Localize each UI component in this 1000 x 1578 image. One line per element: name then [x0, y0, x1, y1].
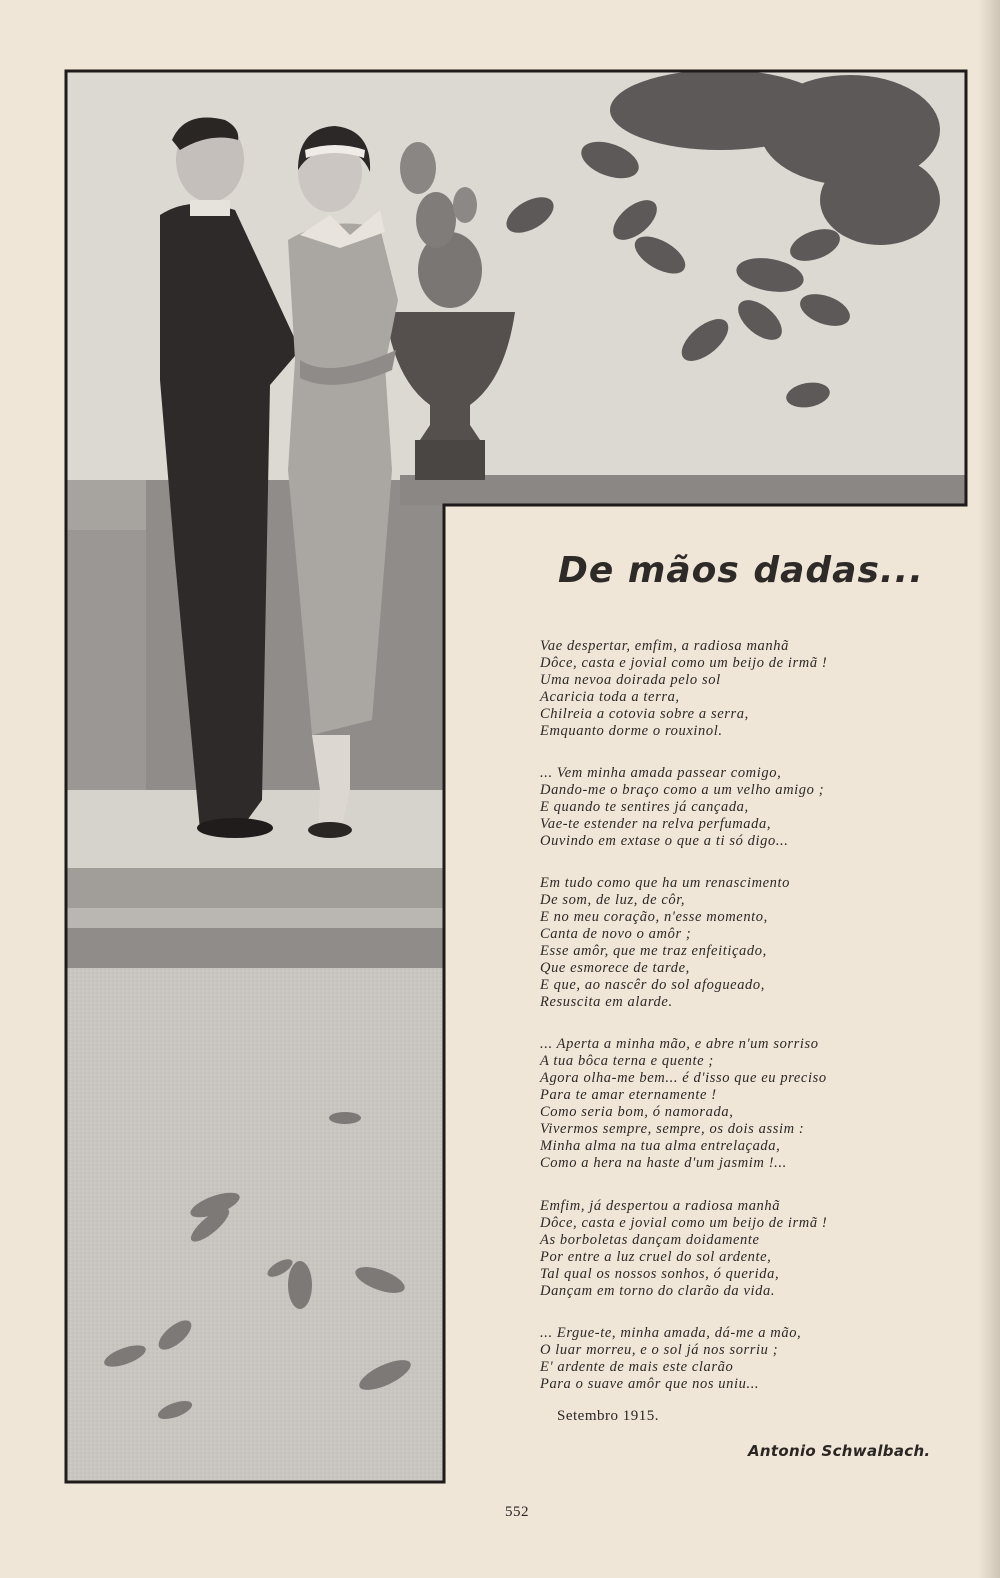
poem-line: Vae despertar, emfim, a radiosa manhã [540, 638, 789, 654]
poem-line: E no meu coração, n'esse momento, [540, 909, 768, 925]
stanza-6 [540, 1325, 960, 1393]
poem-line: ... Vem minha amada passear comigo, [540, 765, 782, 781]
stanza-4 [540, 1036, 960, 1172]
poem-line: De som, de luz, de côr, [540, 892, 686, 908]
poem-line: E quando te sentires já cançada, [540, 799, 749, 815]
poem-line: Ouvindo em extase o que a ti só digo... [540, 833, 789, 849]
poem-line: Como seria bom, ó namorada, [540, 1104, 734, 1120]
poem-line: Dando-me o braço como a um velho amigo ; [540, 782, 825, 798]
poem-line: Para te amar eternamente ! [540, 1087, 717, 1103]
poem-date: Setembro 1915. [557, 1408, 659, 1424]
poem-line: Dançam em torno do clarão da vida. [540, 1283, 776, 1299]
poem-line: Resuscita em alarde. [540, 994, 673, 1010]
poem-line: ... Ergue-te, minha amada, dá-me a mão, [540, 1325, 802, 1341]
poem-line: E que, ao nascêr do sol afogueado, [540, 977, 765, 993]
poem-title: De mãos dadas... [558, 550, 924, 591]
poem-line: Dôce, casta e jovial como um beijo de irmã ! [540, 655, 828, 671]
stanza-1 [540, 638, 960, 740]
poem-line: ... Aperta a minha mão, e abre n'um sorriso [540, 1036, 819, 1052]
poem-line: Vivermos sempre, sempre, os dois assim : [540, 1121, 805, 1137]
poem-line: A tua bôca terna e quente ; [540, 1053, 714, 1069]
poem-line: Acaricia toda a terra, [540, 689, 680, 705]
stanza-5 [540, 1198, 960, 1300]
poem-line: Canta de novo o amôr ; [540, 926, 692, 942]
poem-line: Emquanto dorme o rouxinol. [540, 723, 723, 739]
poem-line: Para o suave amôr que nos uniu... [540, 1376, 760, 1392]
poem-line: Agora olha-me bem... é d'isso que eu preciso [540, 1070, 827, 1086]
poem-panel [448, 510, 968, 1485]
poem-line: Por entre a luz cruel do sol ardente, [540, 1249, 772, 1265]
poem-line: O luar morreu, e o sol já nos sorriu ; [540, 1342, 779, 1358]
poem-line: Esse amôr, que me traz enfeitiçado, [540, 943, 767, 959]
stanza-3 [540, 875, 960, 1011]
poem-line: E' ardente de mais este clarão [540, 1359, 734, 1375]
garden-ground [66, 968, 446, 1488]
page-number: 552 [505, 1504, 529, 1520]
poem-line: Tal qual os nossos sonhos, ó querida, [540, 1266, 780, 1282]
poem-line: Chilreia a cotovia sobre a serra, [540, 706, 749, 722]
poem-line: Vae-te estender na relva perfumada, [540, 816, 772, 832]
poem-line: Emfim, já despertou a radiosa manhã [540, 1198, 781, 1214]
author-signature: Antonio Schwalbach. [748, 1442, 931, 1460]
poem-line: Como a hera na haste d'um jasmim !... [540, 1155, 787, 1171]
step [66, 868, 446, 908]
poem-line: Em tudo como que ha um renascimento [540, 875, 791, 891]
stanza-2 [540, 765, 960, 850]
poem-line: As borboletas dançam doidamente [540, 1232, 760, 1248]
poem-line: Dôce, casta e jovial como um beijo de irmã ! [540, 1215, 828, 1231]
poem-line: Que esmorece de tarde, [540, 960, 690, 976]
poem-line: Uma nevoa doirada pelo sol [540, 672, 721, 688]
poem-line: Minha alma na tua alma entrelaçada, [540, 1138, 781, 1154]
